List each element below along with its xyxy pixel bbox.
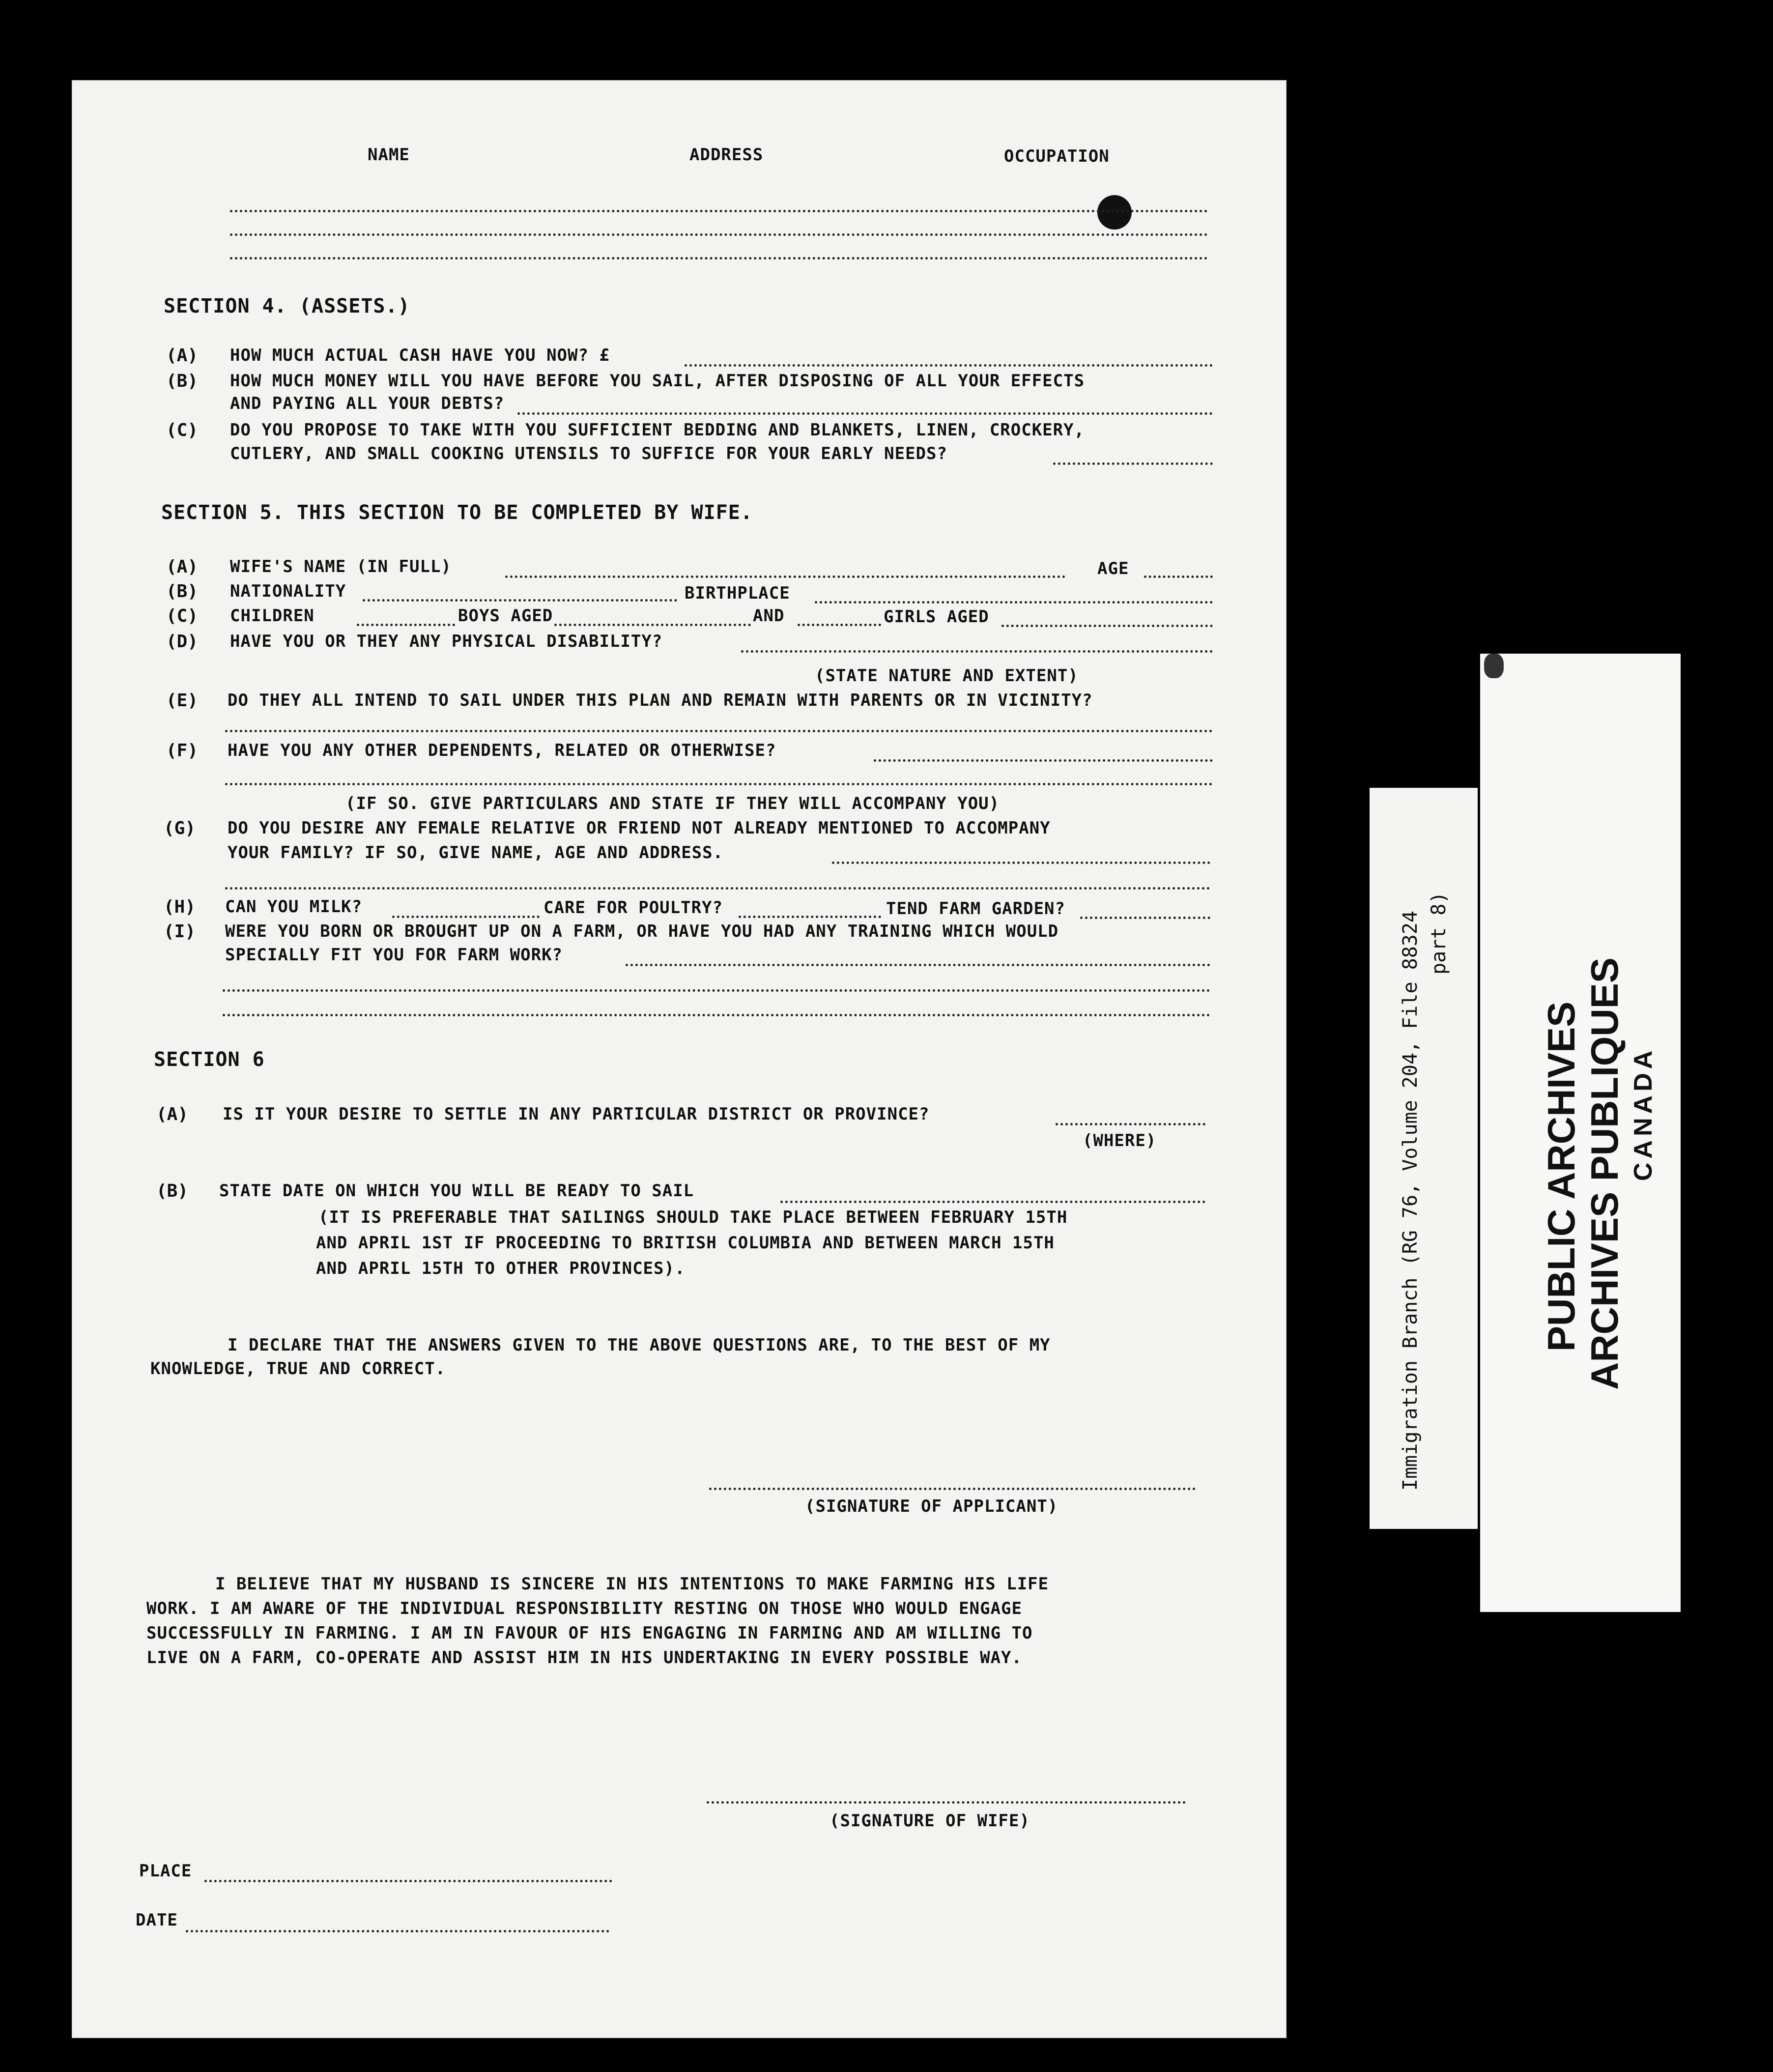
s5-e-label: (E) xyxy=(166,691,199,711)
wife-statement-line1: I BELIEVE THAT MY HUSBAND IS SINCERE IN HIS INTENTIONS TO MAKE FARMING HIS LIFE xyxy=(215,1574,1049,1594)
training-field-3[interactable] xyxy=(223,1014,1210,1016)
girls-count-field[interactable] xyxy=(798,624,881,626)
money-field[interactable] xyxy=(517,412,1213,415)
s5-girls: GIRLS AGED xyxy=(884,607,989,627)
archive-line1: PUBLIC ARCHIVES xyxy=(1540,1001,1583,1352)
archive-part: part 8) xyxy=(1428,892,1450,975)
girls-aged-field[interactable] xyxy=(1001,625,1213,627)
s5-c-text: CHILDREN xyxy=(230,606,315,626)
district-field[interactable] xyxy=(1056,1123,1205,1125)
s5-h-poultry: CARE FOR POULTRY? xyxy=(543,898,723,918)
applicant-signature-label: (SIGNATURE OF APPLICANT) xyxy=(805,1496,1058,1516)
milk-field[interactable] xyxy=(392,916,540,918)
s5-a-text: WIFE'S NAME (IN FULL) xyxy=(230,557,452,576)
s5-birthplace: BIRTHPLACE xyxy=(685,583,790,603)
s5-b-label: (B) xyxy=(166,581,199,602)
form-page xyxy=(73,81,1286,2037)
s6-b-text: STATE DATE ON WHICH YOU WILL BE READY TO SAIL xyxy=(219,1181,694,1201)
section5-title: SECTION 5. THIS SECTION TO BE COMPLETED BY WIFE. xyxy=(161,501,753,524)
s4-c-text2: CUTLERY, AND SMALL COOKING UTENSILS TO SUFFICE FOR YOUR EARLY NEEDS? xyxy=(230,444,947,463)
entry-line[interactable] xyxy=(230,257,1208,259)
s4-b-label: (B) xyxy=(166,371,199,391)
s4-a-label: (A) xyxy=(166,345,199,366)
s5-h-label: (H) xyxy=(164,897,196,917)
cash-field[interactable] xyxy=(685,364,1213,367)
s5-h-garden: TEND FARM GARDEN? xyxy=(886,899,1065,919)
s4-c-label: (C) xyxy=(166,420,199,440)
garden-field[interactable] xyxy=(1080,917,1210,919)
dependents-field-2[interactable] xyxy=(225,783,1213,785)
poultry-field[interactable] xyxy=(739,916,881,918)
s6-a-text: IS IT YOUR DESIRE TO SETTLE IN ANY PARTICULAR DISTRICT OR PROVINCE? xyxy=(223,1104,930,1124)
header-occupation: OCCUPATION xyxy=(1004,146,1110,166)
s6-b-label: (B) xyxy=(156,1181,189,1201)
training-field-2[interactable] xyxy=(223,989,1210,992)
s5-f-text: HAVE YOU ANY OTHER DEPENDENTS, RELATED OR OTHERWISE? xyxy=(228,741,776,760)
wife-signature-field[interactable] xyxy=(707,1801,1186,1804)
place-label: PLACE xyxy=(139,1861,192,1881)
nationality-field[interactable] xyxy=(363,599,677,602)
age-field[interactable] xyxy=(1144,576,1213,578)
s5-f-label: (F) xyxy=(166,741,199,761)
header-name: NAME xyxy=(368,145,410,165)
s6-b-note2: AND APRIL 1ST IF PROCEEDING TO BRITISH COLUMBIA AND BETWEEN MARCH 15TH xyxy=(316,1233,1055,1253)
s6-b-note1: (IT IS PREFERABLE THAT SAILINGS SHOULD TAKE PLACE BETWEEN FEBRUARY 15TH xyxy=(318,1208,1068,1227)
s5-h-milk: CAN YOU MILK? xyxy=(225,897,363,917)
date-label: DATE xyxy=(136,1910,178,1930)
archive-line2: ARCHIVES PUBLIQUES xyxy=(1583,957,1626,1390)
s5-age: AGE xyxy=(1097,559,1129,578)
wife-signature-label: (SIGNATURE OF WIFE) xyxy=(829,1811,1030,1831)
archive-stamp-card xyxy=(1480,654,1681,1612)
applicant-signature-field[interactable] xyxy=(709,1488,1196,1490)
dependents-field[interactable] xyxy=(874,759,1213,762)
header-address: ADDRESS xyxy=(689,145,764,165)
sail-plan-field[interactable] xyxy=(225,730,1213,732)
relative-field-2[interactable] xyxy=(225,887,1210,890)
archive-line3: CANADA xyxy=(1629,1046,1658,1181)
s6-a-label: (A) xyxy=(156,1104,189,1124)
s6-b-note3: AND APRIL 15TH TO OTHER PROVINCES). xyxy=(316,1259,686,1278)
s6-where: (WHERE) xyxy=(1083,1131,1157,1151)
archive-reference-card xyxy=(1370,788,1478,1529)
entry-line[interactable] xyxy=(230,233,1208,236)
entry-line[interactable] xyxy=(230,210,1208,212)
s5-i-text1: WERE YOU BORN OR BROUGHT UP ON A FARM, OR HAVE YOU HAD ANY TRAINING WHICH WOULD xyxy=(225,921,1059,941)
wife-name-field[interactable] xyxy=(505,576,1065,578)
s5-i-text2: SPECIALLY FIT YOU FOR FARM WORK? xyxy=(225,945,563,965)
s5-g-label: (G) xyxy=(164,818,196,838)
boys-aged-field[interactable] xyxy=(554,624,751,626)
s5-d-note: (STATE NATURE AND EXTENT) xyxy=(815,666,1079,686)
ink-smudge xyxy=(1484,654,1504,678)
s4-b-text2: AND PAYING ALL YOUR DEBTS? xyxy=(230,394,505,413)
bedding-field[interactable] xyxy=(1053,462,1213,465)
section4-title: SECTION 4. (ASSETS.) xyxy=(164,295,410,317)
wife-statement-line4: LIVE ON A FARM, CO-OPERATE AND ASSIST HIM IN HIS UNDERTAKING IN EVERY POSSIBLE WAY. xyxy=(146,1648,1022,1668)
declaration-line1: I DECLARE THAT THE ANSWERS GIVEN TO THE ABOVE QUESTIONS ARE, TO THE BEST OF MY xyxy=(228,1335,1051,1355)
archive-reference: Immigration Branch (RG 76, Volume 204, File 88324 xyxy=(1399,910,1422,1491)
s4-a-text: HOW MUCH ACTUAL CASH HAVE YOU NOW? £ xyxy=(230,345,610,365)
s5-boys: BOYS AGED xyxy=(458,606,553,626)
punch-hole xyxy=(1097,195,1132,230)
s5-g-text2: YOUR FAMILY? IF SO, GIVE NAME, AGE AND ADDRESS. xyxy=(228,843,724,863)
s5-g-text1: DO YOU DESIRE ANY FEMALE RELATIVE OR FRIEND NOT ALREADY MENTIONED TO ACCOMPANY xyxy=(228,818,1051,838)
training-field[interactable] xyxy=(626,964,1210,966)
place-field[interactable] xyxy=(204,1880,612,1882)
declaration-line2: KNOWLEDGE, TRUE AND CORRECT. xyxy=(150,1359,446,1379)
children-count-field[interactable] xyxy=(357,624,455,626)
s5-f-note: (IF SO. GIVE PARTICULARS AND STATE IF THEY WILL ACCOMPANY YOU) xyxy=(345,794,1000,813)
date-field[interactable] xyxy=(186,1930,609,1932)
s5-d-text: HAVE YOU OR THEY ANY PHYSICAL DISABILITY? xyxy=(230,632,663,651)
s4-c-text1: DO YOU PROPOSE TO TAKE WITH YOU SUFFICIENT BEDDING AND BLANKETS, LINEN, CROCKERY, xyxy=(230,420,1085,440)
s5-and: AND xyxy=(753,606,785,626)
wife-statement-line3: SUCCESSFULLY IN FARMING. I AM IN FAVOUR OF HIS ENGAGING IN FARMING AND AM WILLING TO xyxy=(146,1623,1033,1643)
section6-title: SECTION 6 xyxy=(154,1048,265,1071)
birthplace-field[interactable] xyxy=(815,601,1213,604)
s5-a-label: (A) xyxy=(166,557,199,577)
disability-field[interactable] xyxy=(741,650,1213,653)
s5-i-label: (I) xyxy=(164,921,196,942)
s5-d-label: (D) xyxy=(166,632,199,652)
relative-field[interactable] xyxy=(832,862,1210,864)
sail-date-field[interactable] xyxy=(780,1201,1205,1203)
wife-statement-line2: WORK. I AM AWARE OF THE INDIVIDUAL RESPONSIBILITY RESTING ON THOSE WHO WOULD ENGAGE xyxy=(146,1599,1022,1618)
s5-b-text: NATIONALITY xyxy=(230,581,346,601)
s5-e-text: DO THEY ALL INTEND TO SAIL UNDER THIS PLAN AND REMAIN WITH PARENTS OR IN VICINITY? xyxy=(228,691,1093,710)
s5-c-label: (C) xyxy=(166,606,199,626)
s4-b-text1: HOW MUCH MONEY WILL YOU HAVE BEFORE YOU SAIL, AFTER DISPOSING OF ALL YOUR EFFECTS xyxy=(230,371,1085,391)
